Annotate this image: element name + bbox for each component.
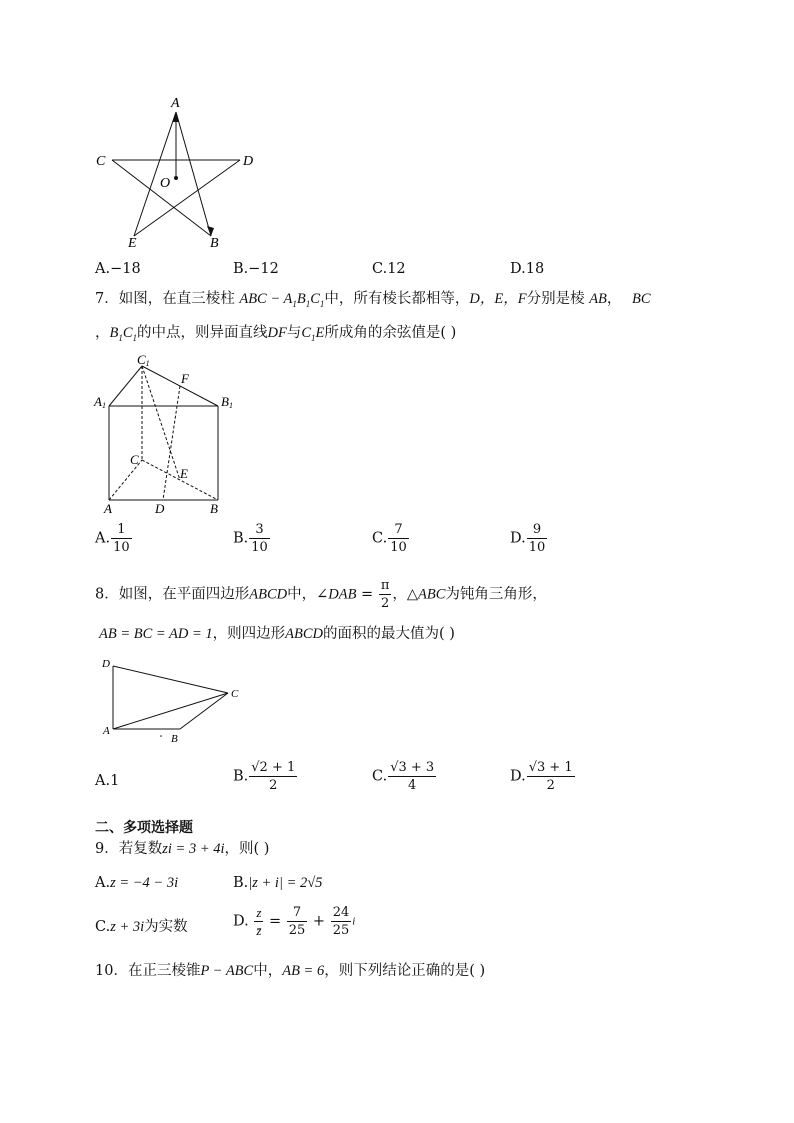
q8-option-d: D. $\frac{√3 + 1}{2}$	[510, 760, 573, 793]
q6-option-a: A.−18	[95, 261, 141, 277]
q8-option-a: A.1	[95, 773, 120, 789]
label-A: A	[103, 725, 110, 737]
q8-stem-line2: AB = BC = AD = 1，则四边形ABCD的面积的最大值为( )	[99, 626, 455, 642]
q9-option-c: C.z + 3i为实数	[95, 919, 188, 935]
label-B1: B1	[221, 394, 233, 410]
q9-option-a: A.z = −4 − 3i	[95, 875, 179, 891]
q6-option-c: C.12	[372, 261, 406, 277]
q7-stem-line2: ，$B_1C_1$的中点，则异面直线DF与$C_1E$所成角的余弦值是( )	[95, 325, 457, 343]
label-O: O	[160, 176, 171, 191]
q10-stem: 10．在正三棱锥P − ABC中，AB = 6，则下列结论正确的是( )	[95, 963, 486, 979]
label-D: D	[155, 501, 165, 516]
q8-stem-line1: 8．如图，在平面四边形ABCD中，∠DAB = $\frac{\pi}{2}$ ，△ABC为钝角三角形，	[95, 578, 547, 611]
q7-option-a: A. $\frac{1}{10}$	[95, 522, 130, 555]
q7-option-b: B. $\frac{3}{10}$	[233, 522, 268, 555]
label-B: B	[171, 733, 178, 745]
label-E: E	[128, 236, 137, 251]
q8-option-c: C. $\frac{√3 + 3}{4}$	[372, 760, 435, 793]
q7-option-d: D. $\frac{9}{10}$	[510, 522, 546, 555]
quadrilateral-figure	[95, 652, 255, 747]
label-F: F	[181, 371, 189, 386]
q7-option-c: C. $\frac{7}{10}$	[372, 522, 407, 555]
label-D: D	[102, 658, 110, 670]
prism-figure	[90, 352, 250, 520]
label-B: B	[210, 236, 219, 251]
section-title: 二、多项选择题	[95, 820, 193, 836]
q7-stem-line1: 7．如图，在直三棱柱 ABC − $A_1B_1C_1$中，所有棱长都相等，D，E，F分别是棱 AB， BC	[95, 291, 651, 309]
label-C: C	[130, 452, 139, 467]
label-A: A	[104, 501, 112, 516]
label-C1: C1	[137, 352, 150, 368]
label-D: D	[243, 154, 254, 169]
q9-stem: 9．若复数zi = 3 + 4i，则( )	[95, 841, 270, 857]
label-C: C	[96, 154, 106, 169]
label-C: C	[231, 688, 239, 700]
q8-option-b: B. $\frac{√2 + 1}{2}$	[233, 760, 296, 793]
label-A1: A1	[94, 394, 106, 410]
q6-option-d: D.18	[510, 261, 545, 277]
q9-option-d: D. $\frac{z}{z̄}$ = $\frac{7}{25}$ + $\frac{24}{25}$ i	[233, 905, 356, 938]
label-B: B	[210, 501, 218, 516]
q6-option-b: B.−12	[233, 261, 279, 277]
label-A: A	[171, 96, 180, 111]
q9-option-b: B.|z + i| = 2√5	[233, 875, 323, 891]
label-E: E	[180, 466, 188, 481]
star-figure	[90, 90, 270, 255]
